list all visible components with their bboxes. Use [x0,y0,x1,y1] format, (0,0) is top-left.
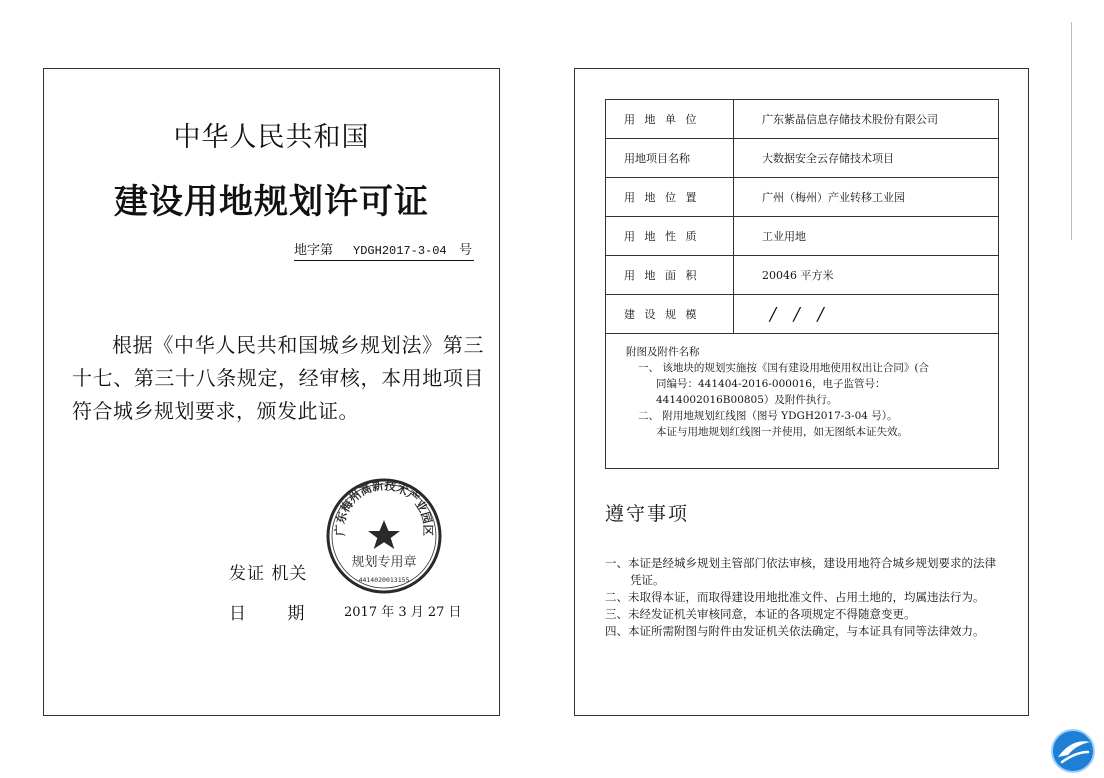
permit-front-page [43,68,500,716]
table-row [606,178,999,217]
permit-number [294,239,474,261]
table-row [606,334,999,469]
permit-back-page [574,68,1029,716]
row-label: 用 地 面 积 [606,256,734,295]
attachment-item-2-cont: 本证与用地规划红线图一并使用，如无图纸本证失效。 [656,426,908,438]
attachment-item-1: 一、 该地块的规划实施按《国有建设用地使用权出让合同》(合 [638,362,929,374]
row-value: / / / [734,295,999,334]
attachments-cell [606,334,999,469]
row-value: 20046 平方米 [734,256,999,295]
attachment-item-1-cont: 同编号：441404-2016-000016，电子监管号： [656,378,886,390]
attachments-heading: 附图及附件名称 [626,346,700,358]
official-seal [324,476,444,596]
blue-globe-swoosh-icon [1050,728,1096,774]
row-label: 用 地 性 质 [606,217,734,256]
country-title: 中华人民共和国 [173,122,370,153]
issuer-label: 发证 机关 [229,564,308,584]
list-item: 四、本证所需附图与附件由发证机关依法确定，与本证具有同等法律效力。 [605,624,985,638]
list-item: 一、本证是经城乡规划主管部门依法审核，建设用地符合城乡规划要求的法律凭证。 [605,556,996,587]
land-info-table [605,99,999,469]
row-value: 工业用地 [734,217,999,256]
permit-prefix: 地字第 [294,243,334,258]
row-value: 广州（梅州）产业转移工业园 [734,178,999,217]
seal-ring-text: 广东梅州高新技术产业园区 [332,478,436,537]
star-icon [368,520,400,549]
list-item: 三、未经发证机关审核同意，本证的各项规定不得随意变更。 [605,607,916,621]
row-label: 用 地 单 位 [606,100,734,139]
issue-date: 2017 年 3 月 27 日 [344,605,462,620]
seal-center-text: 规划专用章 [351,555,417,570]
row-value: 大数据安全云存储技术项目 [734,139,999,178]
list-item: 二、未取得本证，而取得建设用地批准文件、占用土地的，均属违法行为。 [605,590,985,604]
permit-title: 建设用地规划许可证 [114,182,429,222]
table-row [606,100,999,139]
row-label: 建 设 规 模 [606,295,734,334]
date-label: 日 期 [229,604,305,624]
table-row [606,139,999,178]
row-value: 广东紫晶信息存储技术股份有限公司 [734,100,999,139]
row-label: 用 地 位 置 [606,178,734,217]
permit-body-text: 根据《中华人民共和国城乡规划法》第三十七、第三十八条规定，经审核，本用地项目符合城乡规划要求，颁发此证。 [72,333,484,423]
notes-list [605,555,1005,640]
table-row [606,256,999,295]
seal-number: 4414020013155 [358,576,410,584]
attachment-item-2: 二、 附用地规划红线图（图号 YDGH2017-3-04 号）。 [638,410,898,422]
attachment-item-1-cont: 4414002016B00805）及附件执行。 [656,394,838,406]
table-row [606,217,999,256]
permit-code: YDGH2017-3-04 [353,244,447,258]
permit-suffix: 号 [458,243,472,258]
notes-title: 遵守事项 [605,503,690,525]
row-label: 用地项目名称 [606,139,734,178]
table-row [606,295,999,334]
scan-edge-line [1071,22,1072,240]
